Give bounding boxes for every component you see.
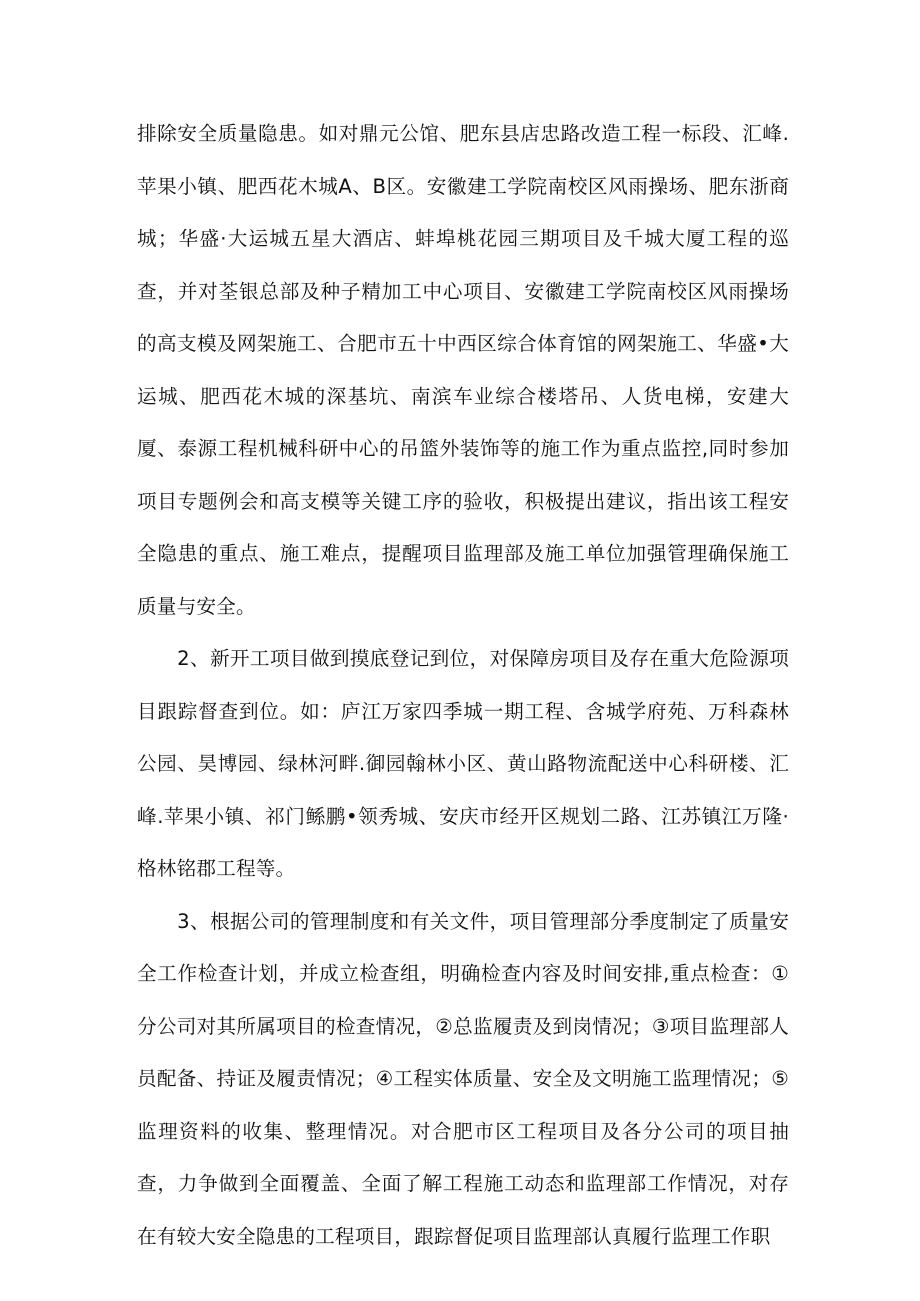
paragraph-inspection-plan: 3、根据公司的管理制度和有关文件，项目管理部分季度制定了质量安全工作检查计划，并成立检查组，明确检查内容及时间安排,重点检查：①分公司对其所属项目的检查情况，②总监履责及到岗情况；③项目监理部人员配备、持证及履责情况；④工程实体质量、安全及文明施工监理情况；⑤监理资料的收集、整理情况。对合肥市区工程项目及各分公司的项目抽查，力争做到全面覆盖、全面了解工程施工动态和监理部工作情况，对存在有较大安全隐患的工程项目，跟踪督促项目监理部认真履行监理工作职 xyxy=(137,909,789,1248)
document-body xyxy=(137,108,789,1263)
paragraph-new-projects: 2、新开工项目做到摸底登记到位，对保障房项目及存在重大危险源项目跟踪督查到位。如：庐江万家四季城一期工程、含城学府苑、万科森林公园、昊博园、绿林河畔.御园翰林小区、黄山路物流配送中心科研楼、汇峰.苹果小镇、祁门鲧鹏•领秀城、安庆市经开区规划二路、江苏镇江万隆·格林铭郡工程等。 xyxy=(137,647,789,880)
paragraph-safety-inspection: 排除安全质量隐患。如对鼎元公馆、肥东县店忠路改造工程一标段、汇峰.苹果小镇、肥西花木城A、B区。安徽建工学院南校区风雨操场、肥东浙商城；华盛·大运城五星大酒店、蚌埠桃花园三期项目及千城大厦工程的巡查，并对荃银总部及种子精加工中心项目、安徽建工学院南校区风雨操场的高支模及网架施工、合肥市五十中西区综合体育馆的网架施工、华盛•大运城、肥西花木城的深基坑、南滨车业综合楼塔吊、人货电梯，安建大厦、泰源工程机械科研中心的吊篮外装饰等的施工作为重点监控,同时参加项目专题例会和高支模等关键工序的验收，积极提出建议，指出该工程安全隐患的重点、施工难点，提醒项目监理部及施工单位加强管理确保施工质量与安全。 xyxy=(137,122,789,618)
